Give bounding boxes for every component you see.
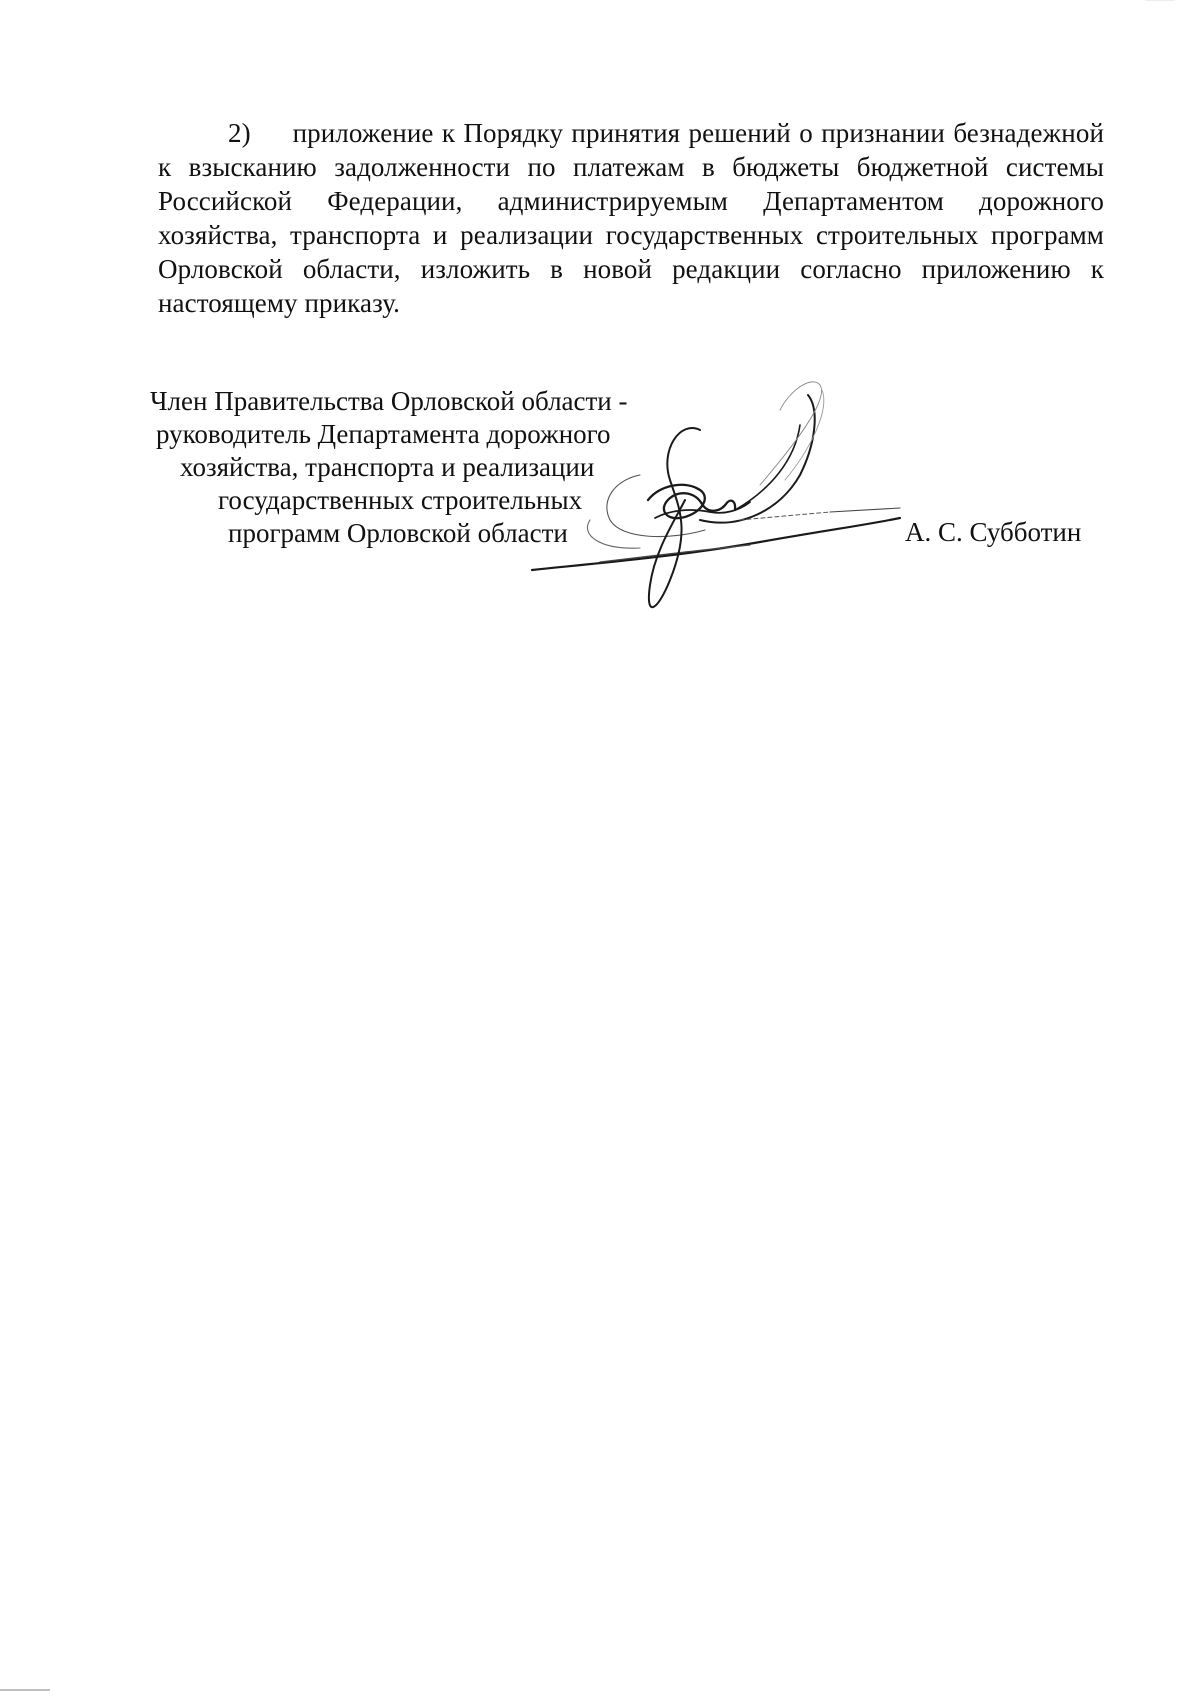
position-line-5: программ Орловской области: [228, 518, 568, 548]
position-line-2: руководитель Департамента дорожного: [156, 419, 611, 449]
paragraph-number: 2): [228, 118, 251, 148]
position-line-1: Член Правительства Орловской области -: [150, 386, 628, 416]
paragraph-text: приложение к Порядку принятия решений о признании безнадежной к взысканию задолженности по платежам в бюджеты бюджетной системы Российской Федерации, администрируемым Департаментом дорожного хозяйства, транспорта и реализации государственных строительных программ Орловской области, изложить в новой редакции согласно приложению к настоящему приказу.: [158, 118, 1104, 318]
scan-artifact: [0, 1689, 50, 1691]
position-line-3: хозяйства, транспорта и реализации: [180, 452, 595, 482]
position-line-4: государственных строительных: [218, 485, 583, 515]
handwritten-signature: [530, 380, 930, 620]
signer-name: А. С. Субботин: [905, 517, 1082, 547]
scan-artifact: [1145, 0, 1175, 1]
paragraph-item-2: [158, 116, 1104, 320]
